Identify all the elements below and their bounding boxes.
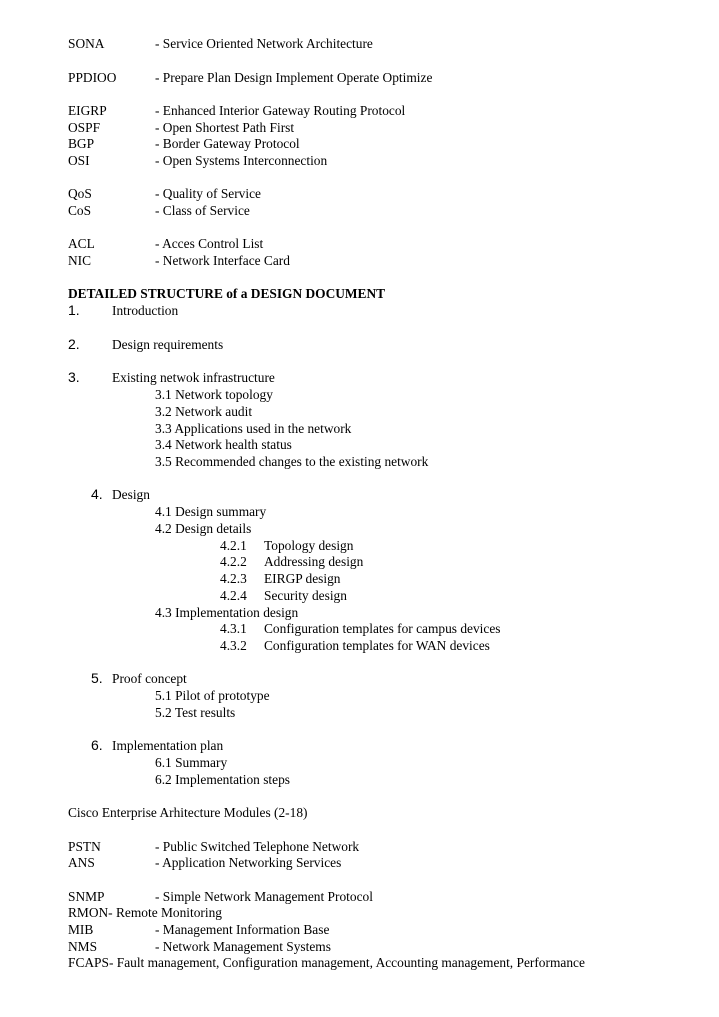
modules-title: Cisco Enterprise Arhitecture Modules (2-18) xyxy=(68,805,308,820)
sub-sub-number: 4.2.1 xyxy=(220,538,247,553)
abbr-term: ACL xyxy=(68,236,95,251)
list-item: Implementation plan xyxy=(112,738,224,753)
abbr-definition: - Quality of Service xyxy=(155,186,261,201)
sub-sub-item: EIRGP design xyxy=(264,571,341,586)
sub-sub-number: 4.2.2 xyxy=(220,554,247,569)
abbr-definition: - Public Switched Telephone Network xyxy=(155,839,360,854)
sub-sub-item: Topology design xyxy=(264,538,354,553)
abbr-term: PPDIOO xyxy=(68,70,117,85)
list-number: 2. xyxy=(68,336,80,352)
abbr-definition: - Network Management Systems xyxy=(155,939,331,954)
list-item: Existing netwok infrastructure xyxy=(112,370,275,385)
list-number: 1. xyxy=(68,302,80,318)
sub-sub-number: 4.3.2 xyxy=(220,638,247,653)
abbr-definition: - Service Oriented Network Architecture xyxy=(155,36,373,51)
sub-item: 5.1 Pilot of prototype xyxy=(155,688,270,703)
inline-definition: RMON- Remote Monitoring xyxy=(68,905,222,920)
list-number: 5. xyxy=(91,670,103,686)
list-number: 6. xyxy=(91,737,103,753)
abbr-term: NIC xyxy=(68,253,92,268)
sub-sub-number: 4.2.3 xyxy=(220,571,247,586)
abbr-definition: - Network Interface Card xyxy=(155,253,290,268)
abbr-term: BGP xyxy=(68,136,95,151)
list-item: Design xyxy=(112,487,150,502)
list-item: Introduction xyxy=(112,303,179,318)
abbr-definition: - Open Systems Interconnection xyxy=(155,153,328,168)
abbr-definition: - Open Shortest Path First xyxy=(155,120,295,135)
sub-item: 4.2 Design details xyxy=(155,521,252,536)
list-number: 3. xyxy=(68,369,80,385)
abbr-term: CoS xyxy=(68,203,92,218)
abbr-term: OSI xyxy=(68,153,90,168)
sub-item: 6.2 Implementation steps xyxy=(155,772,290,787)
sub-item: 3.1 Network topology xyxy=(155,387,273,402)
sub-item: 5.2 Test results xyxy=(155,705,236,720)
sub-sub-item: Configuration templates for campus devices xyxy=(264,621,501,636)
inline-definition: FCAPS- Fault management, Configuration management, Accounting management, Performance xyxy=(68,955,585,970)
abbr-definition: - Acces Control List xyxy=(155,236,264,251)
sub-item: 6.1 Summary xyxy=(155,755,228,770)
abbr-term: NMS xyxy=(68,939,98,954)
abbr-definition: - Class of Service xyxy=(155,203,250,218)
sub-item: 3.5 Recommended changes to the existing network xyxy=(155,454,429,469)
sub-sub-item: Configuration templates for WAN devices xyxy=(264,638,490,653)
list-item: Proof concept xyxy=(112,671,187,686)
abbr-term: SONA xyxy=(68,36,105,51)
abbr-definition: - Simple Network Management Protocol xyxy=(155,889,373,904)
sub-item: 3.2 Network audit xyxy=(155,404,253,419)
abbr-term: OSPF xyxy=(68,120,101,135)
abbr-definition: - Application Networking Services xyxy=(155,855,342,870)
sub-item: 3.4 Network health status xyxy=(155,437,292,452)
abbr-definition: - Enhanced Interior Gateway Routing Protocol xyxy=(155,103,406,118)
abbr-definition: - Prepare Plan Design Implement Operate Optimize xyxy=(155,70,433,85)
section-heading: DETAILED STRUCTURE of a DESIGN DOCUMENT xyxy=(68,286,386,301)
abbr-term: EIGRP xyxy=(68,103,107,118)
abbr-term: MIB xyxy=(68,922,94,937)
abbr-term: SNMP xyxy=(68,889,105,904)
sub-sub-item: Security design xyxy=(264,588,347,603)
abbr-definition: - Border Gateway Protocol xyxy=(155,136,300,151)
sub-sub-number: 4.3.1 xyxy=(220,621,247,636)
abbr-definition: - Management Information Base xyxy=(155,922,330,937)
abbr-term: QoS xyxy=(68,186,92,201)
sub-item: 3.3 Applications used in the network xyxy=(155,421,352,436)
abbr-term: ANS xyxy=(68,855,95,870)
sub-sub-number: 4.2.4 xyxy=(220,588,247,603)
abbr-term: PSTN xyxy=(68,839,101,854)
list-item: Design requirements xyxy=(112,337,224,352)
sub-sub-item: Addressing design xyxy=(264,554,364,569)
list-number: 4. xyxy=(91,486,103,502)
sub-item: 4.3 Implementation design xyxy=(155,605,299,620)
sub-item: 4.1 Design summary xyxy=(155,504,267,519)
